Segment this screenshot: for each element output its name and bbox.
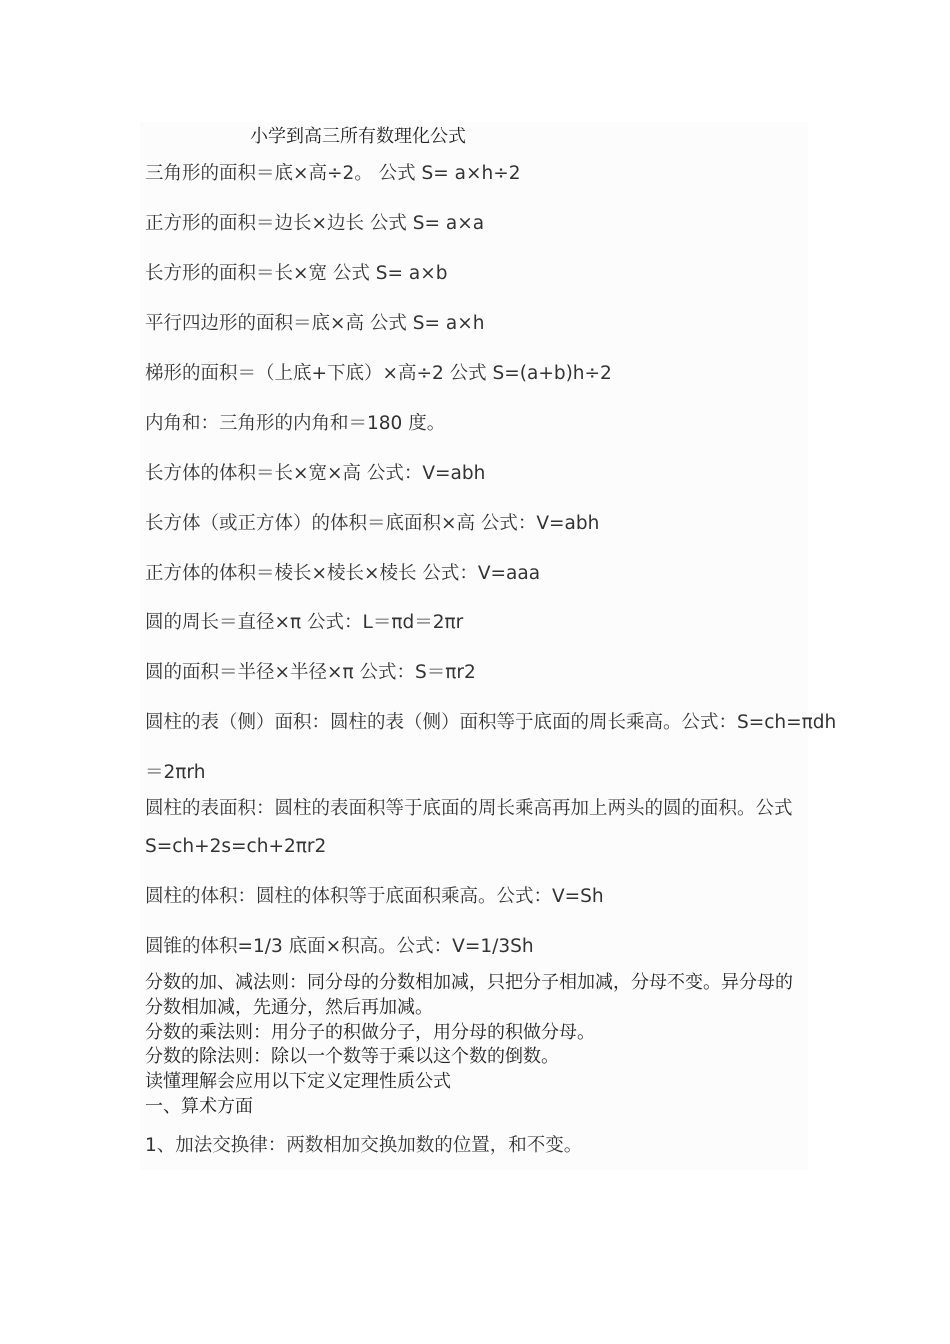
formula-line-cuboid-cube-volume: 长方体（或正方体）的体积＝底面积×高 公式：V=abh xyxy=(145,513,600,534)
rule-line-fraction-add-subtract: 分数的加、减法则：同分母的分数相加减，只把分子相加减，分母不变。异分母的 xyxy=(145,972,793,993)
formula-line-square-area: 正方形的面积＝边长×边长 公式 S= a×a xyxy=(145,213,485,234)
document-title: 小学到高三所有数理化公式 xyxy=(250,126,466,147)
formula-line-cone-volume: 圆锥的体积=1/3 底面×积高。公式：V=1/3Sh xyxy=(145,936,534,957)
formula-line-triangle-area: 三角形的面积＝底×高÷2。 公式 S= a×h÷2 xyxy=(145,163,521,184)
formula-line-cube-volume: 正方体的体积＝棱长×棱长×棱长 公式：V=aaa xyxy=(145,563,541,584)
formula-line-cylinder-surface-area: 圆柱的表面积：圆柱的表面积等于底面的周长乘高再加上两头的圆的面积。公式 xyxy=(145,798,793,819)
formula-line-cuboid-volume: 长方体的体积＝长×宽×高 公式：V=abh xyxy=(145,463,486,484)
formula-line-parallelogram-area: 平行四边形的面积＝底×高 公式 S= a×h xyxy=(145,313,485,334)
formula-line-interior-angle: 内角和：三角形的内角和＝180 度。 xyxy=(145,413,446,434)
formula-line-cylinder-volume: 圆柱的体积：圆柱的体积等于底面积乘高。公式：V=Sh xyxy=(145,886,604,907)
formula-line-cylinder-surface-area-cont: S=ch+2s=ch+2πr2 xyxy=(145,836,327,857)
formula-line-circle-circumference: 圆的周长＝直径×π 公式：L＝πd＝2πr xyxy=(145,612,464,633)
section-intro-line: 读懂理解会应用以下定义定理性质公式 xyxy=(145,1071,451,1092)
formula-line-rectangle-area: 长方形的面积＝长×宽 公式 S= a×b xyxy=(145,263,448,284)
section-heading-arithmetic: 一、算术方面 xyxy=(145,1096,253,1117)
rule-line-fraction-multiply: 分数的乘法则：用分子的积做分子，用分母的积做分母。 xyxy=(145,1022,595,1043)
formula-line-cylinder-lateral-area: 圆柱的表（侧）面积：圆柱的表（侧）面积等于底面的周长乘高。公式：S=ch=πdh xyxy=(145,712,837,733)
rule-line-fraction-divide: 分数的除法则：除以一个数等于乘以这个数的倒数。 xyxy=(145,1046,559,1067)
formula-line-circle-area: 圆的面积＝半径×半径×π 公式：S＝πr2 xyxy=(145,662,476,683)
formula-line-trapezoid-area: 梯形的面积＝（上底+下底）×高÷2 公式 S=(a+b)h÷2 xyxy=(145,363,612,384)
rule-line-addition-commutative: 1、加法交换律：两数相加交换加数的位置，和不变。 xyxy=(145,1135,583,1156)
formula-line-cylinder-lateral-area-cont: ＝2πrh xyxy=(145,762,206,783)
rule-line-fraction-add-subtract-cont: 分数相加减，先通分，然后再加减。 xyxy=(145,997,433,1018)
